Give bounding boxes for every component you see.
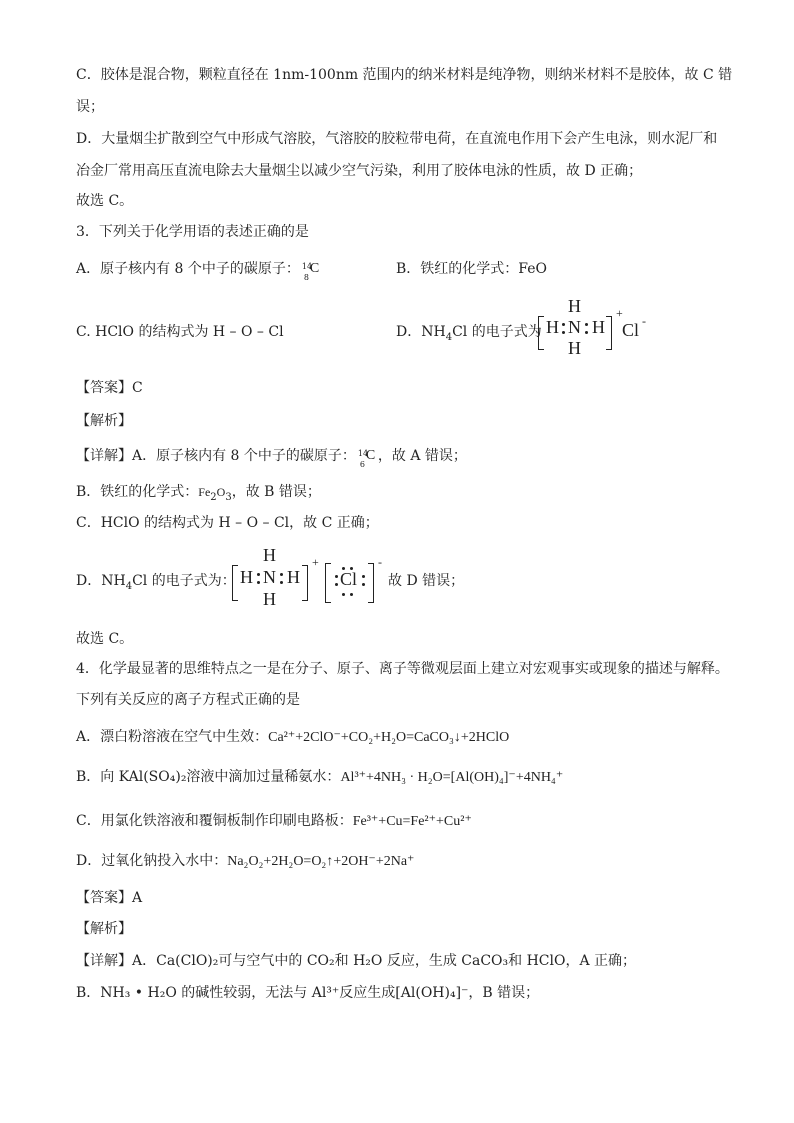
atom-h-bottom: H xyxy=(568,338,581,358)
q3-option-b: B．铁红的化学式：FeO xyxy=(396,261,547,277)
q3d-formula-pre: D．NH xyxy=(396,324,446,340)
atomic-number: 8 xyxy=(303,273,310,282)
text-line: D．大量烟尘扩散到空气中形成气溶胶，气溶胶的胶粒带电荷，在直流电作用下会产生电泳，则水泥厂和 xyxy=(76,131,718,147)
electron-dot xyxy=(280,581,283,584)
analysis-4-heading: 【解析】 xyxy=(76,921,132,937)
lewis-structure-ammonium-chloride-option xyxy=(536,296,656,364)
formula-sub: 3 xyxy=(225,491,232,503)
element-symbol: C xyxy=(365,448,376,463)
answer-3: 【答案】C xyxy=(76,380,143,396)
charge-minus: - xyxy=(642,314,646,328)
detail-4-a: 【详解】A．Ca(ClO)₂可与空气中的 CO₂和 H₂O 反应，生成 CaCO₃和 HClO，A 正确； xyxy=(76,953,637,969)
atom-n: N xyxy=(263,567,276,587)
q3-option-a-text: A．原子核内有 8 个中子的碳原子： xyxy=(76,261,300,277)
electron-dot xyxy=(362,575,365,578)
question-4-stem: 4．化学最显著的思维特点之一是在分子、原子、离子等微观层面上建立对宏观事实或现象的描述与解释。 xyxy=(76,661,729,677)
electron-dot xyxy=(562,331,565,334)
q4-option-c-text: C．用氯化铁溶液和覆铜板制作印刷电路板： xyxy=(76,813,353,829)
question-4-stem-cont: 下列有关反应的离子方程式正确的是 xyxy=(76,692,300,708)
detail-3-a-end: ，故 A 错误； xyxy=(377,448,467,464)
charge-plus: + xyxy=(312,555,319,569)
electron-dot xyxy=(335,575,338,578)
right-bracket xyxy=(606,316,612,350)
q4-option-a-text: A．漂白粉溶液在空气中生效： xyxy=(76,729,269,745)
q3-option-d xyxy=(396,321,542,343)
q4-option-c-equation: Fe³⁺+Cu=Fe²⁺+Cu²⁺ xyxy=(352,814,472,829)
mass-number: 14 xyxy=(357,449,369,458)
detail-3-d xyxy=(76,570,236,592)
detail-4-b: B．NH₃ • H₂O 的碱性较弱，无法与 Al³⁺反应生成[Al(OH)₄]⁻，B 错误； xyxy=(76,985,540,1001)
text-line: 误； xyxy=(76,99,104,115)
answer-4: 【答案】A xyxy=(76,890,143,906)
d3d-formula-sub: 4 xyxy=(125,580,133,592)
atom-h-bottom: H xyxy=(263,589,276,609)
text-line: 故选 C。 xyxy=(76,193,134,209)
carbon-isotope xyxy=(356,445,378,467)
detail-3-b-text: B．铁红的化学式： xyxy=(76,484,199,500)
element-symbol: C xyxy=(309,261,320,276)
atom-h-top: H xyxy=(568,296,581,316)
q4-option-b xyxy=(76,766,563,789)
electron-dot xyxy=(350,593,353,596)
q4-option-a xyxy=(76,726,509,749)
q4-option-c xyxy=(76,810,472,833)
electron-dot xyxy=(585,331,588,334)
left-bracket xyxy=(232,565,238,601)
q3-option-c: C. HClO 的结构式为 H – O – Cl xyxy=(76,324,284,340)
analysis-3-heading: 【解析】 xyxy=(76,413,132,429)
q4-option-d-text: D．过氧化钠投入水中： xyxy=(76,853,228,869)
lewis-structure-ammonium-chloride-detail xyxy=(230,545,390,617)
atom-h-top: H xyxy=(263,545,276,565)
detail-3-a-text: 【详解】A．原子核内有 8 个中子的碳原子： xyxy=(76,448,356,464)
d3d-formula-pre: D．NH xyxy=(76,573,126,589)
atom-cl: Cl xyxy=(340,569,358,589)
text-line: C．胶体是混合物，颗粒直径在 1nm-100nm 范围内的纳米材料是纯净物，则纳米材料不是胶体，故 C 错 xyxy=(76,67,733,83)
q3-option-a xyxy=(76,258,322,280)
q3d-formula-post: Cl 的电子式为 xyxy=(452,324,542,340)
question-3-stem: 3．下列关于化学用语的表述正确的是 xyxy=(76,224,309,240)
q4-option-a-equation: Ca²⁺+2ClO⁻+CO₂+H₂O=CaCO₃↓+2HClO xyxy=(268,730,510,745)
electron-dot xyxy=(280,573,283,576)
left-bracket xyxy=(538,316,544,350)
select-3: 故选 C。 xyxy=(76,631,134,647)
detail-3-a xyxy=(76,445,467,467)
electron-dot xyxy=(585,323,588,326)
detail-3-d-end: 故 D 错误； xyxy=(388,573,465,589)
carbon-isotope xyxy=(300,258,322,280)
electron-dot xyxy=(257,581,260,584)
detail-3-c: C．HClO 的结构式为 H – O – Cl，故 C 正确； xyxy=(76,515,379,531)
detail-3-b-end: ，故 B 错误； xyxy=(231,484,321,500)
charge-plus: + xyxy=(616,306,623,320)
electron-dot xyxy=(342,593,345,596)
left-bracket xyxy=(325,563,331,603)
atom-h-right: H xyxy=(592,317,605,337)
d3d-formula-post: Cl 的电子式为： xyxy=(132,573,236,589)
electron-dot xyxy=(562,323,565,326)
mass-number: 14 xyxy=(301,262,313,271)
formula-sub: 2 xyxy=(210,491,217,503)
detail-3-b xyxy=(76,481,321,503)
right-bracket xyxy=(368,563,374,603)
atom-h-right: H xyxy=(287,567,300,587)
electron-dot xyxy=(335,583,338,586)
atom-h-left: H xyxy=(240,567,253,587)
q4-option-d-equation: Na₂O₂+2H₂O=O₂↑+2OH⁻+2Na⁺ xyxy=(227,854,415,869)
electron-dot xyxy=(257,573,260,576)
q4-option-b-text: B．向 KAl(SO₄)₂溶液中滴加过量稀氨水： xyxy=(76,769,341,785)
atom-h-left: H xyxy=(546,317,559,337)
atomic-number: 6 xyxy=(359,460,366,469)
right-bracket xyxy=(302,565,308,601)
q4-option-b-equation: Al³⁺+4NH₃ · H₂O=[Al(OH)₄]⁻+4NH₄⁺ xyxy=(340,770,564,785)
formula-fe: Fe xyxy=(198,485,211,499)
atom-n: N xyxy=(568,317,581,337)
formula-o: O xyxy=(216,485,226,499)
charge-minus: - xyxy=(378,555,382,569)
text-line: 冶金厂常用高压直流电除去大量烟尘以减少空气污染，利用了胶体电泳的性质，故 D 正确； xyxy=(76,163,643,179)
q3d-formula-sub: 4 xyxy=(445,331,453,343)
q4-option-d xyxy=(76,850,414,873)
electron-dot xyxy=(362,583,365,586)
atom-cl: Cl xyxy=(622,320,640,340)
